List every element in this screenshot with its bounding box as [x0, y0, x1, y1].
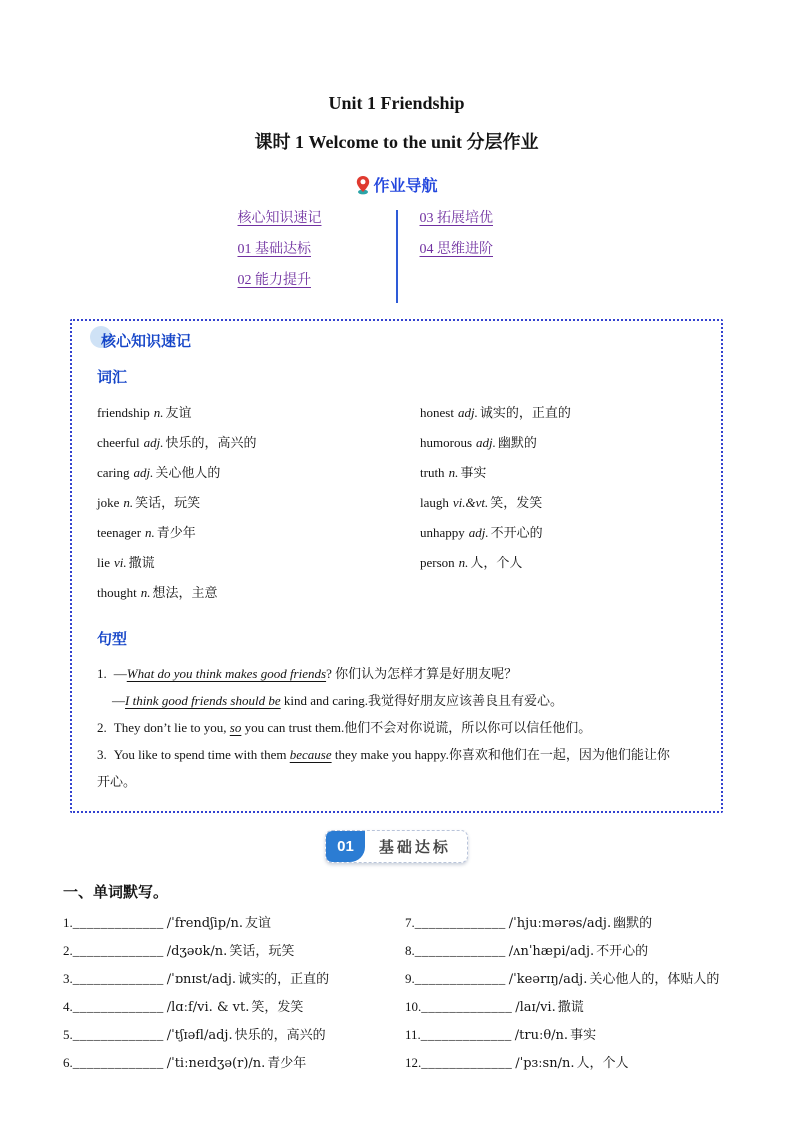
fill-in-blank[interactable]: _____________: [72, 915, 164, 930]
fill-in-blank[interactable]: _____________: [421, 999, 513, 1014]
nav-column-left: [236, 210, 396, 303]
vocab-column-left: [97, 403, 420, 613]
vocab-entry: cheerful adj. 快乐的，高兴的: [97, 435, 257, 450]
vocab-entry: person n. 人，个人: [420, 555, 523, 570]
homework-nav-header: [0, 173, 793, 196]
vocab-entry: honest adj. 诚实的，正直的: [420, 405, 571, 420]
fill-in-blank[interactable]: _____________: [421, 1055, 513, 1070]
word-blank-item: 9._____________ /ˈkeərɪŋ/adj. 关心他人的，体贴人的: [405, 971, 720, 987]
word-blank-item: 4._____________ /lɑːf/vi. & vt. 笑，发笑: [63, 999, 304, 1015]
sentence-1-line-2: —I think good friends should be kind and caring.我觉得好朋友应该善良且有爱心。: [112, 693, 564, 708]
vocab-entry: truth n. 事实: [420, 465, 487, 480]
sentence-2: 2. They don’t lie to you, so you can trust them.他们不会对你说谎，所以你可以信任他们。: [97, 720, 592, 735]
fill-in-blank[interactable]: _____________: [72, 943, 164, 958]
page-subtitle: 课时 1 Welcome to the unit 分层作业: [254, 132, 539, 152]
vocab-entry: friendship n. 友谊: [97, 405, 192, 420]
word-blank-item: 2._____________ /dʒəʊk/n. 笑话，玩笑: [63, 943, 295, 959]
section-01-label: 基础达标: [378, 839, 451, 856]
fill-in-blank[interactable]: _____________: [72, 1027, 164, 1042]
nav-link[interactable]: 04 思维进阶: [419, 242, 493, 257]
word-blank-item: 7._____________ /ˈhjuːmərəs/adj. 幽默的: [405, 915, 653, 931]
nav-column-right: [398, 210, 558, 303]
section-01-number: 01: [326, 831, 365, 862]
nav-link[interactable]: 核心知识速记: [237, 211, 322, 226]
vocab-heading: 词汇: [97, 369, 128, 386]
fill-in-blank[interactable]: _____________: [72, 1055, 164, 1070]
knowledge-box-title: 核心知识速记: [97, 330, 191, 351]
fill-in-blank[interactable]: _____________: [414, 915, 506, 930]
vocab-entry: teenager n. 青少年: [97, 525, 196, 540]
nav-link[interactable]: 01 基础达标: [237, 242, 311, 257]
word-blank-item: 10._____________ /laɪ/vi. 撒谎: [405, 999, 584, 1015]
sentence-list: [97, 664, 701, 791]
word-blank-item: 8._____________ /ʌnˈhæpi/adj. 不开心的: [405, 943, 649, 959]
word-blank-item: 5._____________ /ˈtʃɪəfl/adj. 快乐的，高兴的: [63, 1027, 326, 1043]
fill-in-blank[interactable]: _____________: [414, 943, 506, 958]
fill-in-blank[interactable]: _____________: [420, 1027, 512, 1042]
word-column-right: [405, 914, 793, 1082]
word-spelling-columns: [63, 914, 793, 1082]
sentence-3-line-1: 3. You like to spend time with them because they make you happy.你喜欢和他们在一起，因为他们能让你: [97, 747, 670, 762]
word-column-left: [63, 914, 405, 1082]
nav-header-label: 作业导航: [373, 178, 438, 195]
word-blank-item: 6._____________ /ˈtiːneɪdʒə(r)/n. 青少年: [63, 1055, 307, 1071]
vocab-entry: unhappy adj. 不开心的: [420, 525, 543, 540]
vocab-entry: lie vi. 撒谎: [97, 555, 155, 570]
word-blank-item: 3._____________ /ˈɒnɪst/adj. 诚实的，正直的: [63, 971, 330, 987]
nav-link[interactable]: 02 能力提升: [237, 273, 311, 288]
fill-in-blank[interactable]: _____________: [72, 971, 164, 986]
exercise-heading: 一、单词默写。: [63, 884, 169, 901]
vocab-columns: [97, 403, 701, 613]
fill-in-blank[interactable]: _____________: [414, 971, 506, 986]
word-blank-item: 1._____________ /ˈfrendʃip/n. 友谊: [63, 915, 272, 931]
page-title: Unit 1 Friendship: [328, 93, 465, 113]
nav-columns: [0, 210, 793, 303]
nav-link[interactable]: 03 拓展培优: [419, 211, 493, 226]
sentence-1-line-1: 1. —What do you think makes good friends? 你们认为怎样才算是好朋友呢？: [97, 666, 518, 681]
word-blank-item: 11._____________ /truːθ/n. 事实: [405, 1027, 597, 1043]
vocab-entry: laugh vi.&vt. 笑，发笑: [420, 495, 543, 510]
sentence-3-line-2: 开心。: [97, 774, 137, 789]
vocab-entry: thought n. 想法，主意: [97, 585, 218, 600]
vocab-entry: caring adj. 关心他人的: [97, 465, 221, 480]
word-blank-item: 12._____________ /ˈpɜːsn/n. 人，个人: [405, 1055, 629, 1071]
vocab-entry: humorous adj. 幽默的: [420, 435, 537, 450]
knowledge-box: [70, 319, 723, 813]
fill-in-blank[interactable]: _____________: [72, 999, 164, 1014]
location-pin-icon: [355, 175, 371, 195]
vocab-column-right: [420, 403, 701, 613]
section-01-badge: [325, 830, 468, 863]
sentence-heading: 句型: [97, 631, 128, 648]
vocab-entry: joke n. 笑话，玩笑: [97, 495, 201, 510]
